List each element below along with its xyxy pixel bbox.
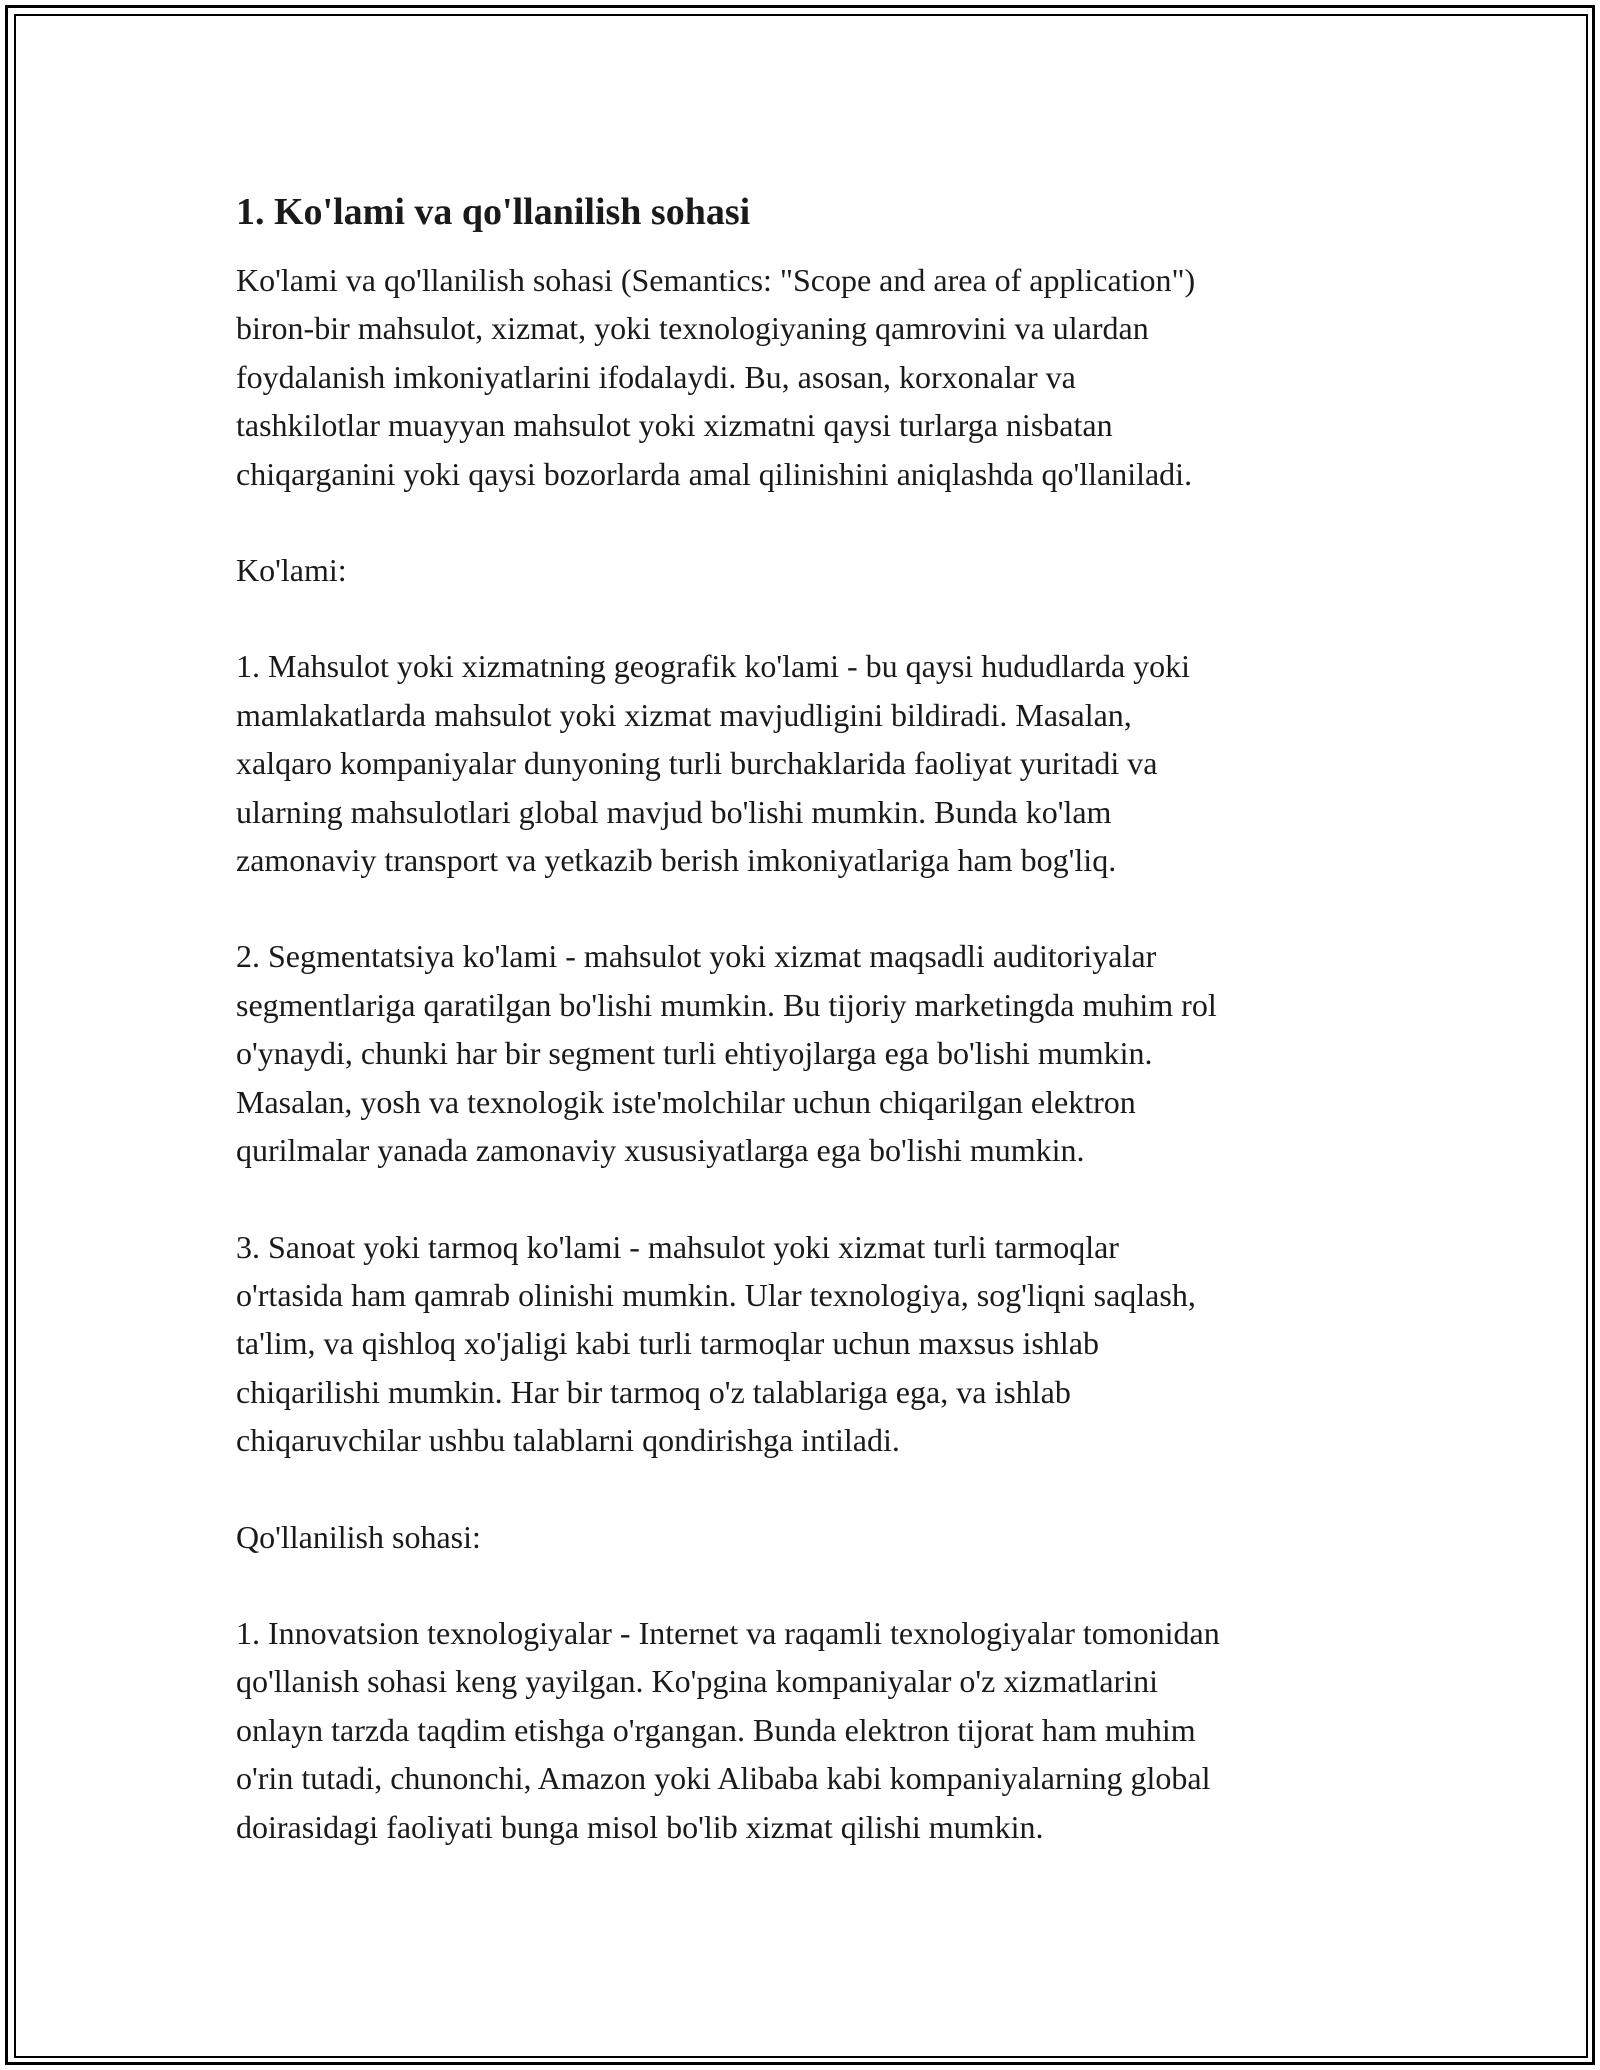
section-heading: 1. Ko'lami va qo'llanilish sohasi <box>236 191 751 233</box>
application-subheading: Qo'llanilish sohasi: <box>236 1518 481 1555</box>
application-item-innovative-tech: 1. Innovatsion texnologiyalar - Internet va raqamli texnologiyalar tomonidan qo'llanish sohasi keng yayilgan. Ko'pgina kompaniyalar o'z xizmatlarini onlayn tarzda taqdim etishga o'rgangan. Bunda elektron tijorat ham muhim o'rin tutadi, chunonchi, Amazon yoki Alibaba kabi kompaniyalarning global doirasidagi faoliyati bunga misol bo'lib xizmat qilishi mumkin. <box>236 1614 1220 1845</box>
scope-subheading: Ko'lami: <box>236 552 347 589</box>
scope-item-geographic: 1. Mahsulot yoki xizmatning geografik ko'lami - bu qaysi hududlarda yoki mamlakatlarda mahsulot yoki xizmat mavjudligini bildiradi. Masalan, xalqaro kompaniyalar dunyoning turli burchaklarida faoliyat yuritadi va ularning mahsulotlari global mavjud bo'lishi mumkin. Bunda ko'lam zamonaviy transport va yetkazib berish imkoniyatlariga ham bog'liq. <box>236 648 1191 879</box>
scope-item-industry: 3. Sanoat yoki tarmoq ko'lami - mahsulot yoki xizmat turli tarmoqlar o'rtasida ham qamrab olinishi mumkin. Ular texnologiya, sog'liqni saqlash, ta'lim, va qishloq xo'jaligi kabi turli tarmoqlar uchun maxsus ishlab chiqarilishi mumkin. Har bir tarmoq o'z talablariga ega, va ishlab chiqaruvchilar ushbu talablarni qondirishga intiladi. <box>236 1228 1196 1459</box>
scope-item-segmentation: 2. Segmentatsiya ko'lami - mahsulot yoki xizmat maqsadli auditoriyalar segmentlariga qaratilgan bo'lishi mumkin. Bu tijoriy marketingda muhim rol o'ynaydi, chunki har bir segment turli ehtiyojlarga ega bo'lishi mumkin. Masalan, yosh va texnologik iste'molchilar uchun chiqarilgan elektron qurilmalar yanada zamonaviy xususiyatlarga ega bo'lishi mumkin. <box>236 938 1217 1169</box>
document-body <box>236 188 1386 1899</box>
intro-paragraph: Ko'lami va qo'llanilish sohasi (Semantics: "Scope and area of application") biron-bir mahsulot, xizmat, yoki texnologiyaning qamrovini va ulardan foydalanish imkoniyatlarini ifodalaydi. Bu, asosan, korxonalar va tashkilotlar muayyan mahsulot yoki xizmatni qaysi turlarga nisbatan chiqarganini yoki qaysi bozorlarda amal qilinishini aniqlashda qo'llaniladi. <box>236 262 1196 492</box>
